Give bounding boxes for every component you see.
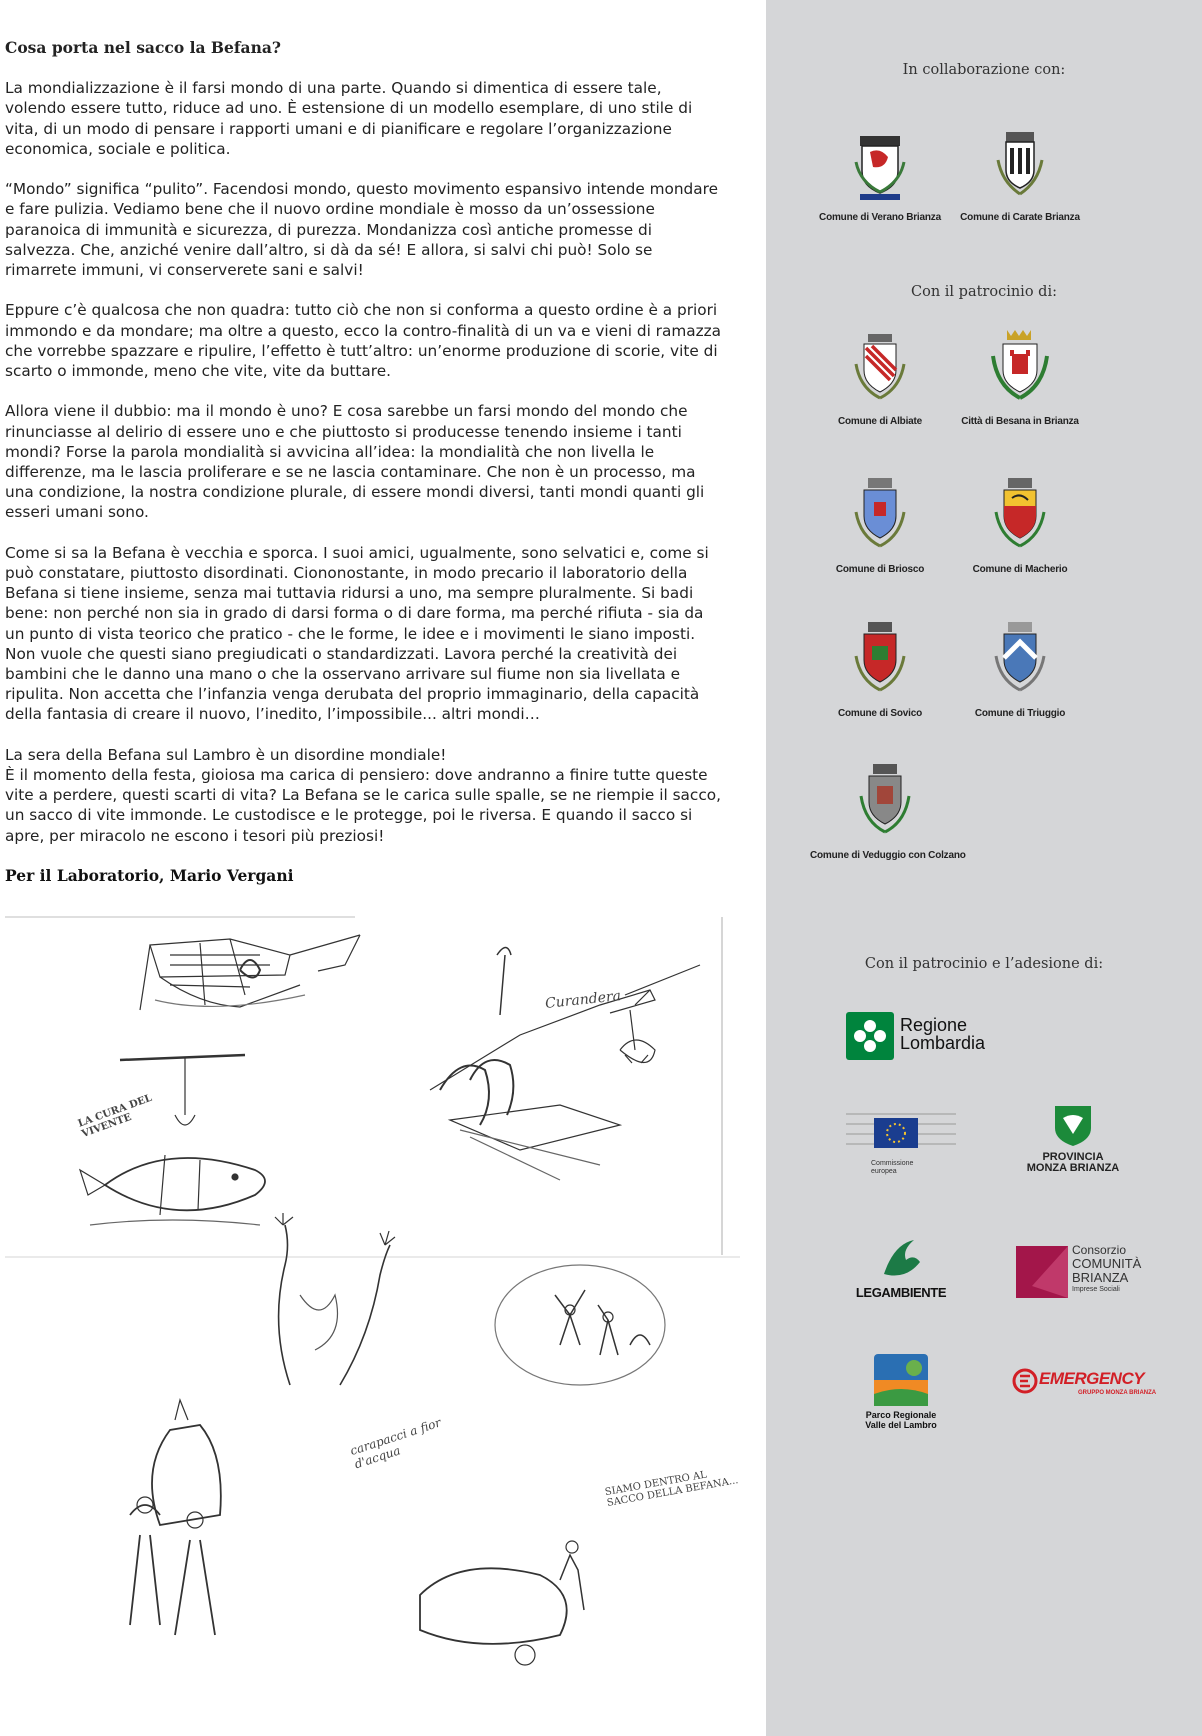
article-paragraph: La sera della Befana sul Lambro è un disordine mondiale! È il momento della festa, gioiosa ma carica di pensiero: dove andranno a finire tutte queste vite a perdere, questi scarti di vita? La Befana se le carica sulle spalle, se ne riempie il sacco, un sacco di vite immonde. Le custodisce e le protegge, poi le riversa. E quando il sacco si apre, per miracolo ne escono i tesori più preziosi! <box>5 745 721 845</box>
crest-carate <box>950 124 1090 223</box>
crest-caption: Comune di Triuggio <box>974 708 1066 719</box>
sketch-label-siamo-dentro: SIAMO DENTRO AL SACCO DELLA BEFANA... <box>604 1469 740 1509</box>
parco-text-2: Valle del Lambro <box>865 1420 937 1430</box>
shield-icon <box>850 476 910 558</box>
parco-text-1: Parco Regionale <box>865 1410 937 1420</box>
shield-icon <box>985 326 1055 410</box>
article-paragraph: Allora viene il dubbio: ma il mondo è uno? E cosa sarebbe un farsi mondo del mondo che rinunciasse al delirio di essere uno e che piuttosto si producesse tenendo insieme i tanti mondi? Forse la parola mondialità si avvicina all’idea: la mondialità che non livella le differenze, ma le lascia proliferare e se ne lascia contaminare. Che non è un processo, ma una condizione, la nostra condizione plurale, di essere mondi diversi, tanti mondi quanti gli esseri umani sono. <box>5 402 705 522</box>
crest-triuggio <box>950 620 1090 719</box>
sketch-label-curandera: Curandera <box>544 988 622 1012</box>
figures-circle-sketch <box>495 1265 665 1385</box>
crest-veduggio <box>810 762 966 861</box>
consorzio-text-3: BRIANZA <box>1072 1270 1129 1285</box>
provincia-text-2: MONZA BRIANZA <box>1026 1162 1120 1174</box>
emergency-e-icon <box>1012 1368 1038 1394</box>
commissione-europea-logo <box>846 1104 956 1184</box>
legambiente-text: LEGAMBIENTE <box>855 1285 947 1300</box>
emergency-text-2: GRUPPO MONZA BRIANZA <box>1078 1390 1157 1396</box>
crest-briosco <box>810 476 950 575</box>
article <box>5 38 727 866</box>
consorzio-text-1: Consorzio <box>1072 1243 1127 1257</box>
article-title: Cosa porta nel sacco la Befana? <box>5 38 281 57</box>
open-sack-sketch <box>420 1541 584 1665</box>
crest-sovico <box>810 620 950 719</box>
sack-carriers-sketch <box>130 1400 221 1635</box>
lombardia-text-2: Lombardia <box>900 1033 986 1053</box>
curandera-sketch <box>430 948 700 1181</box>
crest-caption: Comune di Macherio <box>972 564 1068 575</box>
lombardia-rose-icon <box>846 1012 894 1060</box>
regione-lombardia-logo <box>846 1012 1016 1060</box>
crest-besana <box>950 326 1090 427</box>
crest-caption: Comune di Verano Brianza <box>819 212 941 223</box>
boat-sketch <box>140 935 360 1010</box>
shield-icon <box>850 122 910 206</box>
crest-caption: Comune di Briosco <box>835 564 925 575</box>
provincia-shield-icon <box>1053 1104 1093 1148</box>
sketch-label-carapacci: carapacci a fior d'acqua <box>348 1415 443 1472</box>
seaweed-sketch <box>275 1213 395 1385</box>
sponsor-sidebar <box>766 0 1202 1736</box>
crest-caption: Città di Besana in Brianza <box>961 416 1079 427</box>
shield-icon <box>853 762 917 844</box>
article-paragraph: La mondializzazione è il farsi mondo di una parte. Quando si dimentica di essere tale, volendo essere tutto, riduce ad uno. È estensione di un modello esemplare, di uno stile di vita, di un modo di pensare i rapporti umani e di pianificare e regolare l’organizzazione economica, sociale e politica. <box>5 79 693 158</box>
crest-caption: Comune di Veduggio con Colzano <box>810 850 966 861</box>
sketch-label-cura-vivente: LA CURA DEL VIVENTE <box>76 1092 154 1141</box>
eu-building-icon <box>846 1104 956 1156</box>
sketch-illustrations <box>0 915 740 1695</box>
eu-text-2: europea <box>871 1168 897 1175</box>
signature: Per il Laboratorio, Mario Vergani <box>5 866 294 885</box>
shield-icon <box>990 476 1050 558</box>
consorzio-logo <box>1016 1244 1146 1300</box>
crest-macherio <box>950 476 1090 575</box>
crest-caption: Comune di Carate Brianza <box>960 212 1080 223</box>
lombardia-text-1: Regione <box>900 1015 968 1035</box>
shield-icon <box>850 620 910 702</box>
provincia-mb-logo <box>1018 1104 1128 1184</box>
shield-icon <box>990 124 1050 206</box>
article-paragraph: “Mondo” significa “pulito”. Facendosi mondo, questo movimento espansivo intende mondare e fare pulizia. Vediamo bene che il nuovo ordine mondiale è mosso da un’ossessione paranoica di immunità e sicurezza, di purezza. Mondanizza così antiche promesse di salvezza. Che, anziché venire dall’altro, si dà da sé! E allora, si salvi chi può! Solo se rimarrete immuni, vi conserverete sani e salvi! <box>5 180 718 280</box>
shield-icon <box>990 620 1050 702</box>
article-paragraph: Come si sa la Befana è vecchia e sporca. I suoi amici, ugualmente, sono selvatici e, come si può constatare, piuttosto disordinati. Ciononostante, in modo precario il laboratorio della Befana si tiene insieme, senza mai tuttavia ridursi a uno, ma sempre pluralmente. Si badi bene: non perché non sia in grado di darsi forma o di dare forma, ma perché rifiuta - sia da un punto di vista teorico che pratico - che le forme, le idee e i movimenti le siano imposti. Non vuole che questi siano pregiudicati o standardizzati. Lavora perché la creatività dei bambini che le danno una mano o che la osservano arrivare sul fiume non sia livellata e ripulita. Non accetta che l’infanzia venga derubata del proprio immaginario, della capacità della fantasia di creare il nuovo, l’inedito, l’impossibile... altri mondi… <box>5 543 709 724</box>
crest-albiate <box>810 330 950 427</box>
consorzio-mark-icon <box>1016 1246 1068 1298</box>
shield-icon <box>850 330 910 410</box>
crest-verano <box>810 122 950 223</box>
consorzio-text-4: Imprese Sociali <box>1072 1286 1120 1293</box>
sketch-drawings <box>0 915 740 1695</box>
patrocinio-title: Con il patrocinio di: <box>911 284 1057 300</box>
crest-caption: Comune di Albiate <box>837 416 922 427</box>
swan-icon <box>878 1236 924 1282</box>
legambiente-logo <box>846 1236 956 1302</box>
collab-title: In collaborazione con: <box>902 62 1066 78</box>
consorzio-text-2: COMUNITÀ <box>1072 1256 1142 1271</box>
parco-lambro-logo <box>846 1354 956 1434</box>
adesione-title: Con il patrocinio e l’adesione di: <box>864 956 1104 972</box>
provincia-text-1: PROVINCIA <box>1042 1151 1104 1163</box>
crest-caption: Comune di Sovico <box>837 708 923 719</box>
parco-landscape-icon <box>874 1354 928 1406</box>
fish-sketch <box>80 1055 265 1225</box>
eu-text-1: Commissione <box>871 1160 914 1167</box>
emergency-text-1: EMERGENCY <box>1039 1369 1145 1388</box>
emergency-logo <box>1012 1366 1162 1406</box>
article-paragraph: Eppure c’è qualcosa che non quadra: tutto ciò che non si conforma a questo ordine è a priori immondo e da mondare; ma oltre a questo, ecco la contro-finalità di un va e vieni di ramazza che vorrebbe spazzare e ripulire, l’effetto è tutt’altro: un’enorme produzione di scorie, vite di scarto o immonde, meno che vite, vite da buttare. <box>5 301 722 381</box>
